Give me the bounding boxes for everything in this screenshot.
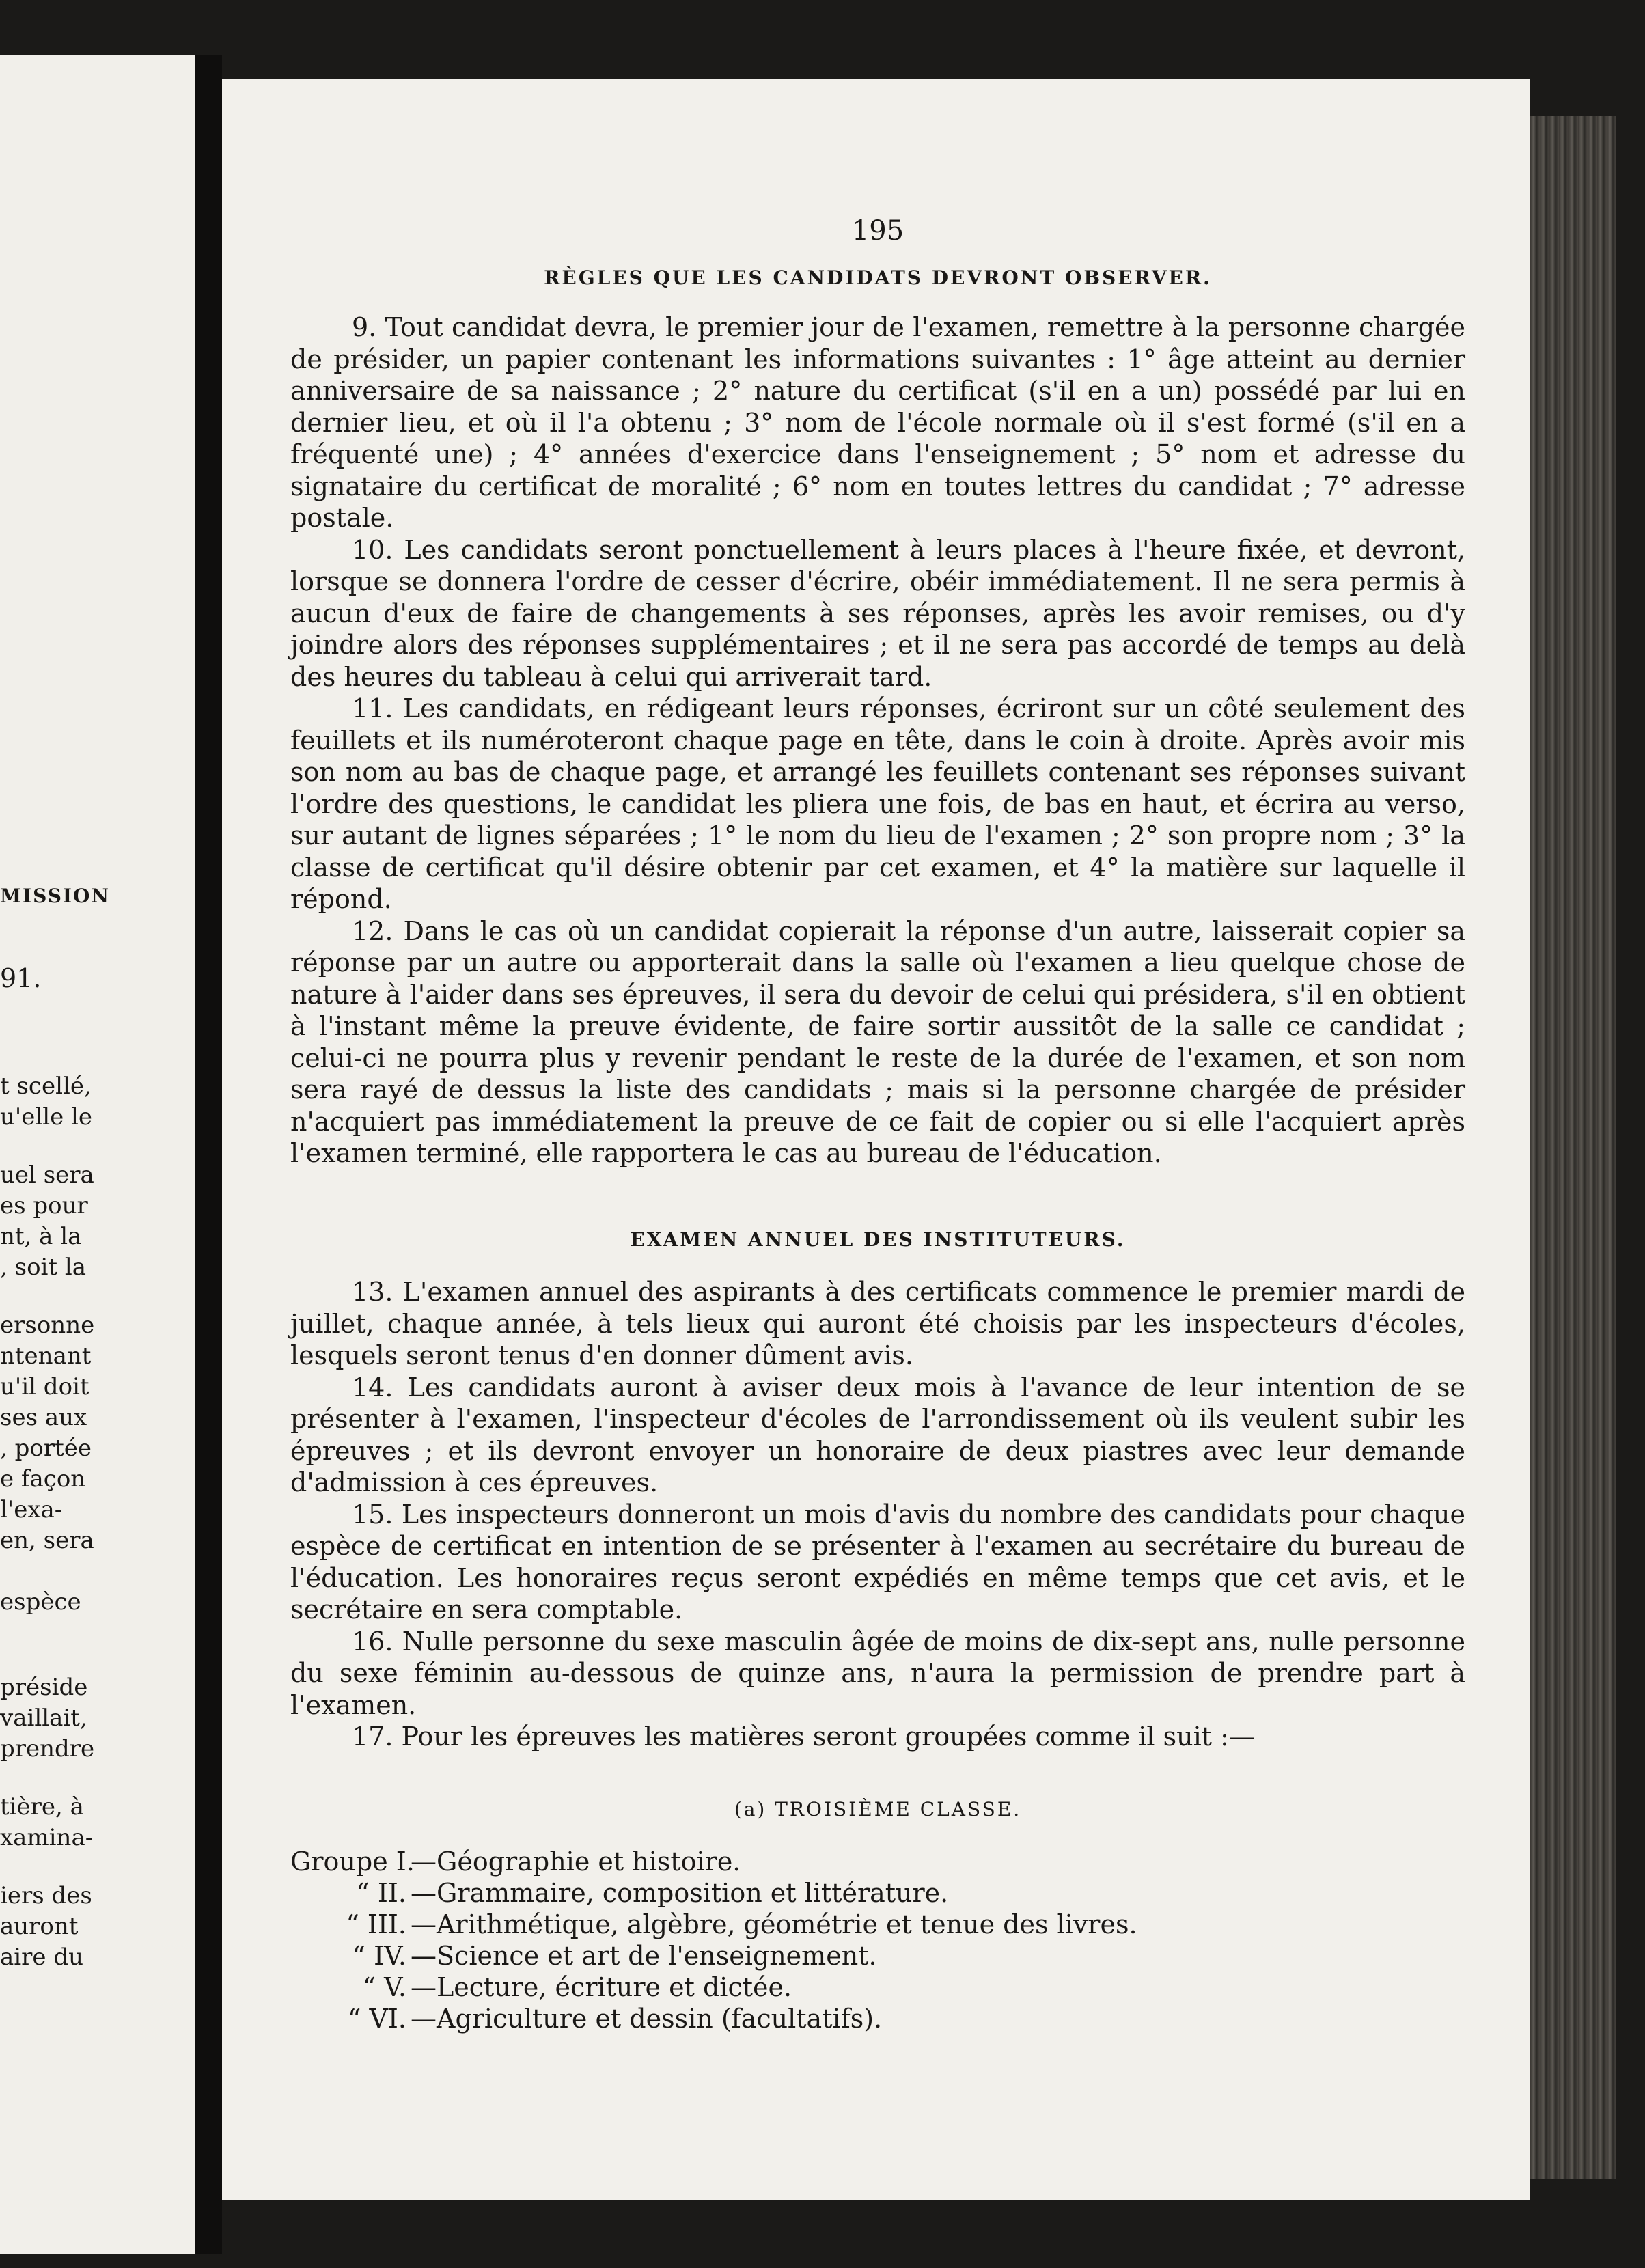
- left-fragment: nt, à la: [0, 1223, 82, 1250]
- group-item: [290, 1972, 1465, 2003]
- paragraph-17: 17. Pour les épreuves les matières seront groupées comme il suit :—: [352, 1721, 1255, 1752]
- left-fragment: e façon: [0, 1465, 86, 1493]
- left-fragment: auront: [0, 1913, 79, 1940]
- section-heading-exam: EXAMEN ANNUEL DES INSTITUTEURS.: [630, 1228, 1126, 1251]
- left-fragment: , soit la: [0, 1254, 87, 1281]
- group-label: “ III.: [346, 1909, 406, 1939]
- paragraph-16: 16. Nulle personne du sexe masculin âgée de moins de dix-sept ans, nulle personne du sexe féminin au-dessous de quinze ans, n'aura la permission de prendre part à l'examen.: [290, 1626, 1465, 1720]
- paragraph-9: 9. Tout candidat devra, le premier jour de l'examen, remettre à la personne chargée de présider, un papier contenant les informations suivantes : 1° âge atteint au dernier anniversaire de sa naissance ; 2° nature du certificat (s'il en a un) possédé par lui en dernier lieu, et où il l'a obtenu ; 3° nom de l'école normale où il s'est formé (s'il en a fréquenté une) ; 4° années d'exercice dans l'enseignement ; 5° nom et adresse du signataire du certificat de moralité ; 6° nom en toutes lettres du candidat ; 7° adresse postale.: [290, 312, 1465, 533]
- group-text: —Arithmétique, algèbre, géométrie et tenue des livres.: [411, 1909, 1137, 1939]
- left-facing-page: [0, 55, 195, 2254]
- group-text: —Géographie et histoire.: [411, 1847, 741, 1877]
- group-label: “ V.: [362, 1972, 406, 2002]
- left-fragment: prendre: [0, 1735, 95, 1762]
- left-fragment: espèce: [0, 1588, 81, 1616]
- paragraph-12: 12. Dans le cas où un candidat copierait la réponse d'un autre, laisserait copier sa réponse par un autre ou apporterait dans la salle où l'examen a lieu quelque chose de nature à l'aider dans ses épreuves, il sera du devoir de celui qui présidera, s'il en obtient à l'instant même la preuve évidente, de faire sortir aussitôt de la salle ce candidat ; celui-ci ne pourra plus y revenir pendant le reste de la durée de l'examen, et son nom sera rayé de dessus la liste des candidats ; mais si la personne chargée de présider n'acquiert pas immédiatement la preuve de ce fait de copier ou si elle l'acquiert après l'examen terminé, elle rapportera le cas au bureau de l'éducation.: [290, 915, 1465, 1168]
- left-fragment: l'exa-: [0, 1496, 63, 1523]
- paragraph-11: 11. Les candidats, en rédigeant leurs réponses, écriront sur un côté seulement des feuillets et ils numéroteront chaque page en tête, dans le coin à droite. Après avoir mis son nom au bas de chaque page, et arrangé les feuillets contenant ses réponses suivant l'ordre des questions, le candidat les pliera une fois, de bas en haut, et écrira au verso, sur autant de lignes séparées ; 1° le nom du lieu de l'examen ; 2° son propre nom ; 3° la classe de certificat qu'il désire obtenir par cet examen, et 4° la matière sur laquelle il répond.: [290, 693, 1465, 914]
- left-fragment: u'elle le: [0, 1103, 93, 1131]
- left-fragment: aire du: [0, 1944, 83, 1971]
- left-fragment: uel sera: [0, 1161, 94, 1189]
- paragraph-15: 15. Les inspecteurs donneront un mois d'avis du nombre des candidats pour chaque espèce de certificat en intention de se présenter à l'examen au secrétaire du bureau de l'éducation. Les honoraires reçus seront expédiés en même temps que cet avis, et le secrétaire en sera comptable.: [290, 1499, 1465, 1624]
- page-number: 195: [851, 215, 904, 247]
- group-label: “ IV.: [352, 1941, 406, 1971]
- subheading-third-class: (a) TROISIÈME CLASSE.: [734, 1797, 1022, 1821]
- group-item: [290, 1877, 1465, 1909]
- left-fragment: es pour: [0, 1192, 88, 1219]
- group-item: [290, 1846, 1465, 1877]
- section-heading-rules: RÈGLES QUE LES CANDIDATS DEVRONT OBSERVER.: [544, 266, 1212, 289]
- left-fragment: vaillait,: [0, 1704, 87, 1732]
- left-fragment: tière, à: [0, 1793, 84, 1821]
- left-fragment: en, sera: [0, 1527, 94, 1554]
- group-label: “ II.: [356, 1878, 406, 1908]
- group-item: [290, 1909, 1465, 1940]
- group-text: —Lecture, écriture et dictée.: [411, 1972, 792, 2002]
- group-item: [290, 2003, 1465, 2034]
- group-text: —Grammaire, composition et littérature.: [411, 1878, 949, 1908]
- book-gutter: [195, 55, 222, 2254]
- left-fragment: MISSION: [0, 885, 110, 907]
- left-fragment: préside: [0, 1674, 88, 1701]
- left-fragment: t scellé,: [0, 1073, 92, 1100]
- paragraph-14: 14. Les candidats auront à aviser deux mois à l'avance de leur intention de se présenter à l'examen, l'inspecteur d'écoles de l'arrondissement où ils veulent subir les épreuves ; et ils devront envoyer un honoraire de deux piastres avec leur demande d'admission à ces épreuves.: [290, 1372, 1465, 1497]
- group-text: —Science et art de l'enseignement.: [411, 1941, 877, 1971]
- left-fragment: ses aux: [0, 1404, 87, 1431]
- group-list: [290, 1846, 1465, 2034]
- left-fragment: xamina-: [0, 1824, 94, 1851]
- left-fragment: , portée: [0, 1435, 92, 1462]
- group-item: [290, 1940, 1465, 1972]
- left-fragment: 91.: [0, 963, 42, 993]
- right-page: [222, 79, 1530, 2200]
- page-edges: [1530, 116, 1616, 2179]
- left-fragment: ersonne: [0, 1312, 95, 1339]
- page-content: [290, 215, 1465, 2034]
- left-fragment: u'il doit: [0, 1373, 89, 1400]
- paragraph-13: 13. L'examen annuel des aspirants à des certificats commence le premier mardi de juillet, chaque année, à tels lieux qui auront été choisis par les inspecteurs d'écoles, lesquels seront tenus d'en donner dûment avis.: [290, 1277, 1465, 1370]
- group-label: Groupe I.: [290, 1847, 415, 1877]
- group-text: —Agriculture et dessin (facultatifs).: [411, 2004, 883, 2034]
- left-fragment: iers des: [0, 1882, 92, 1909]
- left-fragment: ntenant: [0, 1342, 92, 1370]
- paragraph-10: 10. Les candidats seront ponctuellement à leurs places à l'heure fixée, et devront, lorsque se donnera l'ordre de cesser d'écrire, obéir immédiatement. Il ne sera permis à aucun d'eux de faire de changements à ses réponses, après les avoir remises, ou d'y joindre alors des réponses supplémentaires ; et il ne sera pas accordé de temps au delà des heures du tableau à celui qui arriverait tard.: [290, 534, 1465, 692]
- group-label: “ VI.: [347, 2004, 406, 2034]
